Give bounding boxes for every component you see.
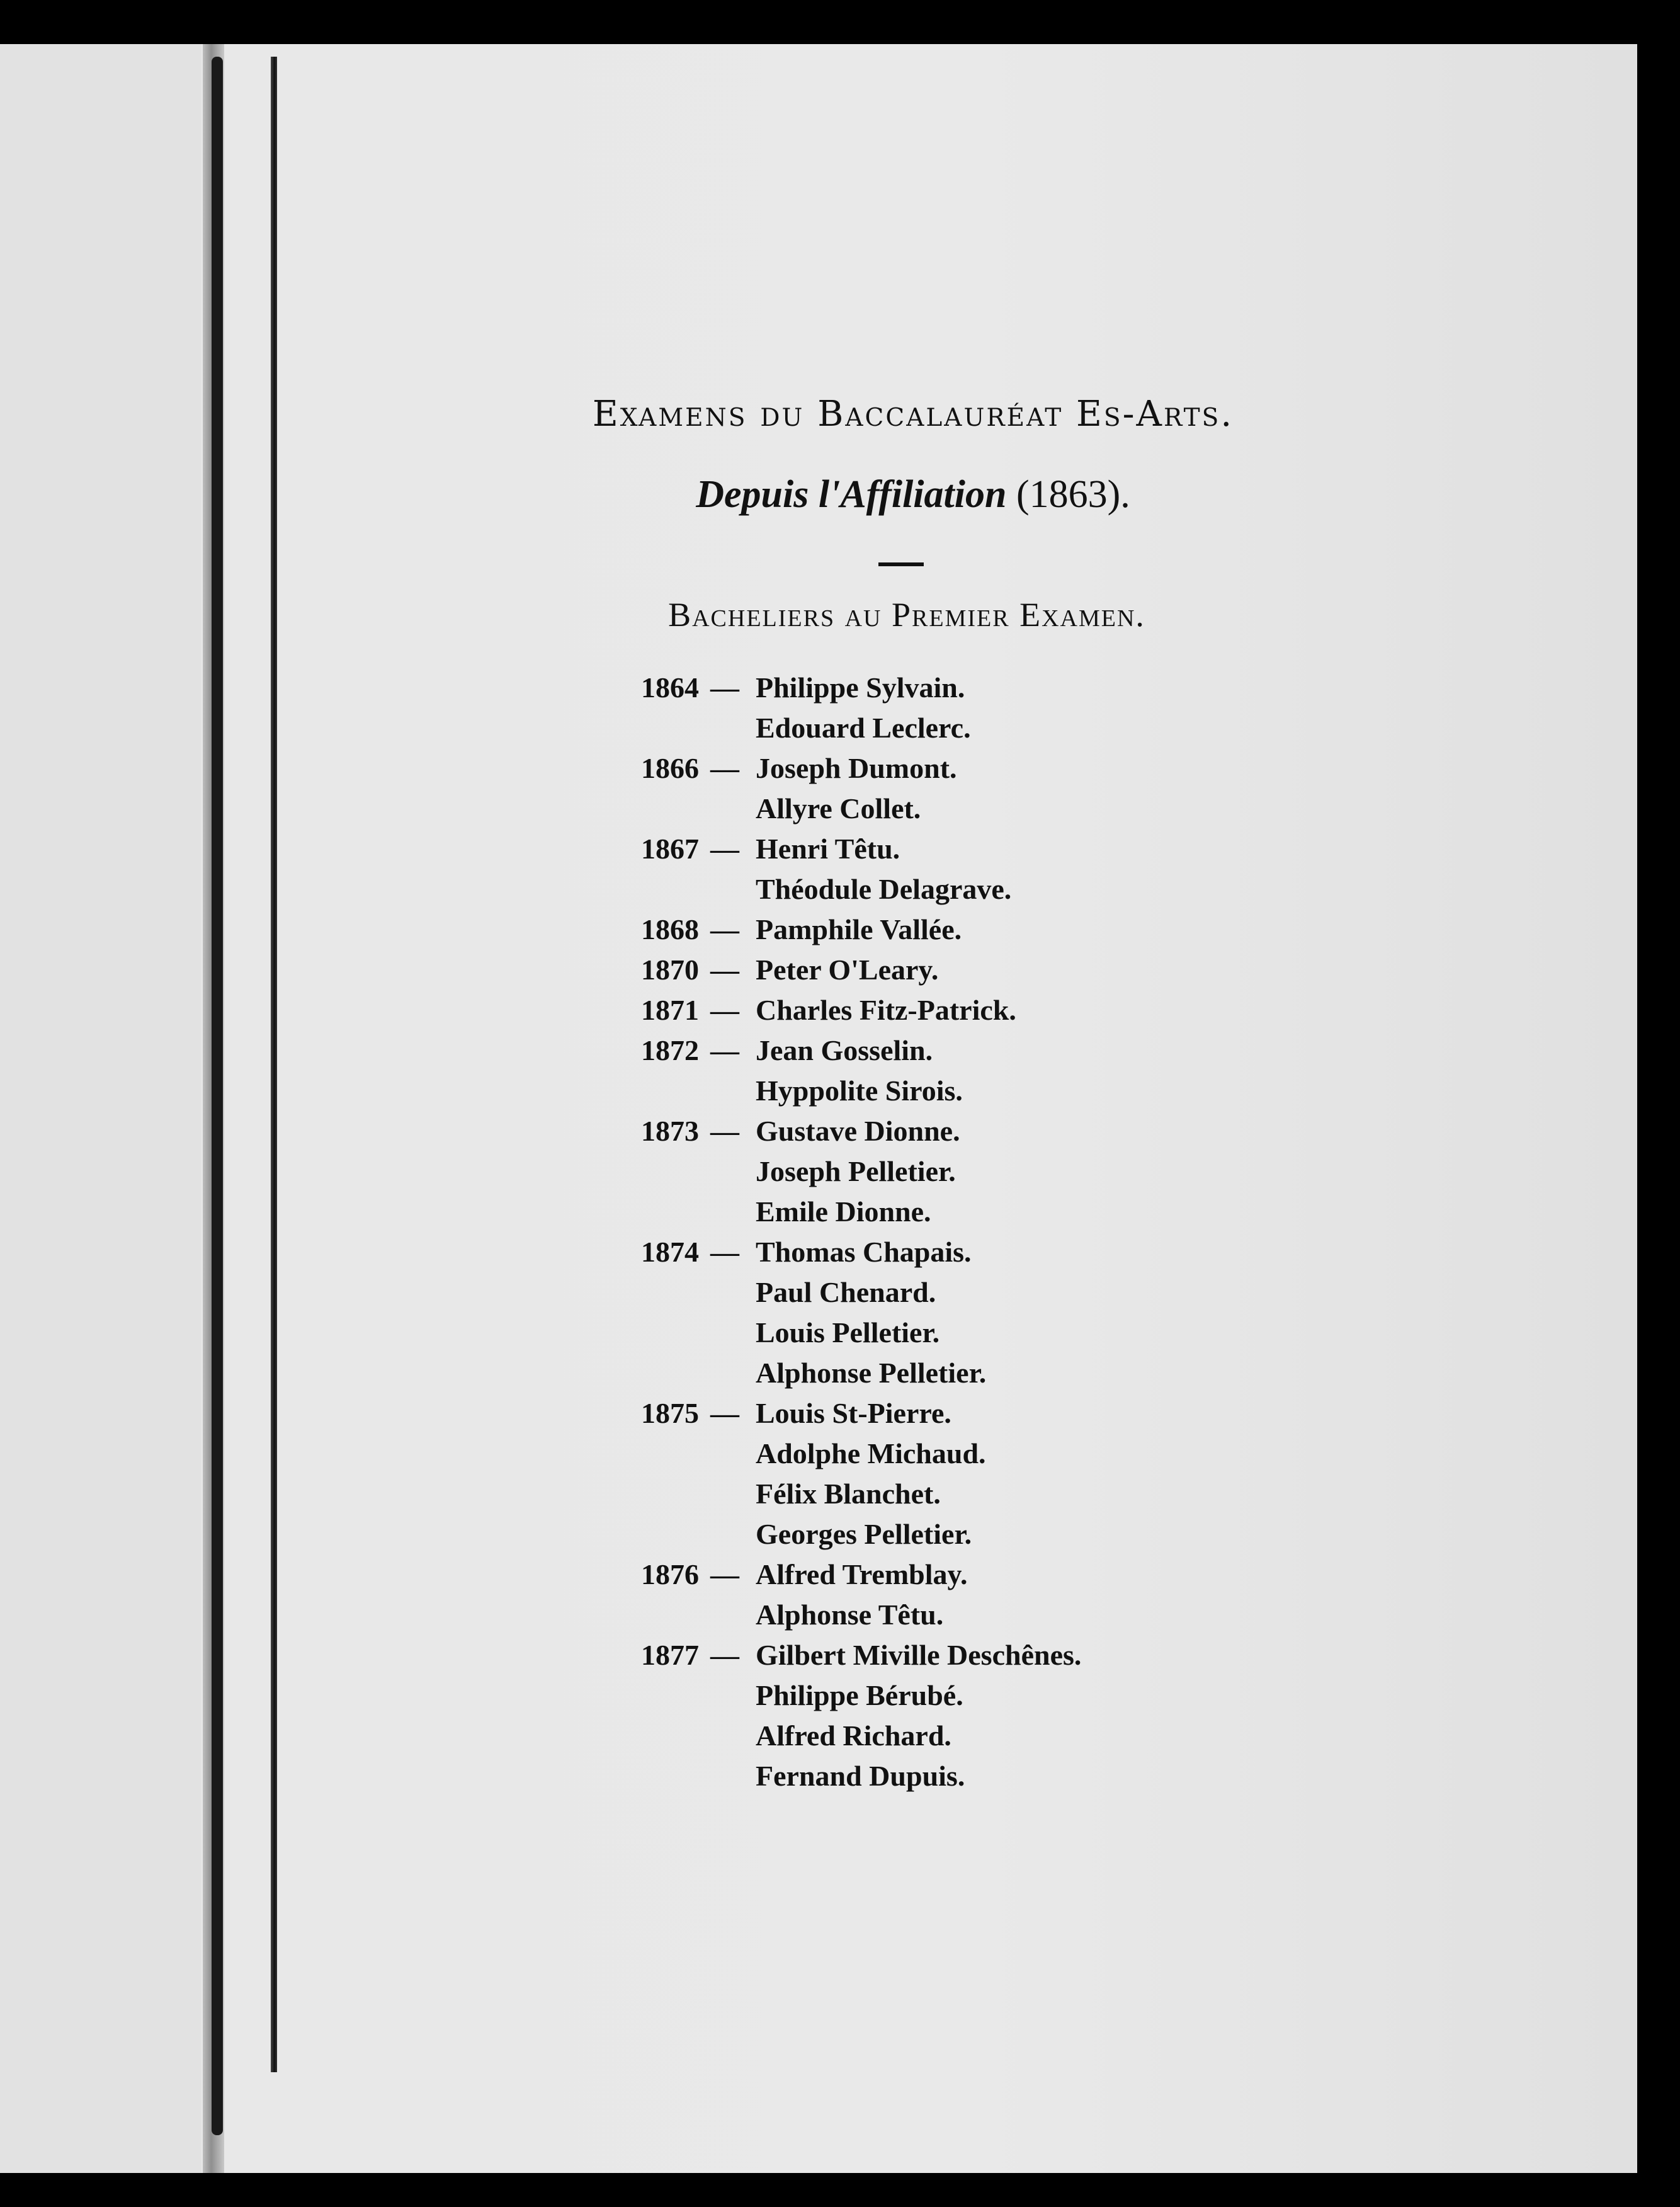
entry-name: Théodule Delagrave.: [756, 873, 1012, 905]
entry-name: Georges Pelletier.: [756, 1518, 972, 1550]
list-item: [604, 1675, 1423, 1716]
entry-dash: —: [710, 1397, 739, 1429]
list-item: [604, 950, 1423, 990]
list-item: [604, 1514, 1423, 1554]
list-item: [604, 1393, 1423, 1434]
entry-year: 1868: [641, 913, 699, 945]
list-item: [604, 1232, 1423, 1272]
entry-name: Joseph Dumont.: [756, 752, 957, 784]
entry-name: Henri Têtu.: [756, 833, 900, 865]
entry-name: Jean Gosselin.: [756, 1034, 933, 1066]
list-item: [604, 910, 1423, 950]
entry-name: Fernand Dupuis.: [756, 1760, 965, 1792]
entry-dash: —: [710, 913, 739, 945]
entry-name: Alfred Richard.: [756, 1719, 951, 1752]
entry-dash: —: [710, 1558, 739, 1590]
list-item: [604, 1151, 1423, 1192]
entry-name: Hyppolite Sirois.: [756, 1075, 963, 1107]
entry-dash: —: [710, 833, 739, 865]
entry-year: 1875: [641, 1397, 699, 1429]
entry-name: Joseph Pelletier.: [756, 1155, 956, 1187]
subtitle-italic: Depuis l'Affiliation: [696, 473, 1007, 516]
entry-year: 1864: [641, 671, 699, 704]
entry-name: Edouard Leclerc.: [756, 712, 971, 744]
entries-list: [604, 668, 1423, 1796]
entry-name: Emile Dionne.: [756, 1195, 931, 1228]
entry-year: 1873: [641, 1115, 699, 1147]
list-item: [604, 789, 1423, 829]
entry-year: 1870: [641, 954, 699, 986]
entry-dash: —: [710, 752, 739, 784]
list-item: [604, 990, 1423, 1030]
document-subtitle: [630, 472, 1196, 517]
entry-name: Philippe Sylvain.: [756, 671, 965, 704]
list-item: [604, 1192, 1423, 1232]
list-item: [604, 1554, 1423, 1595]
entry-year: 1877: [641, 1639, 699, 1671]
list-item: [604, 829, 1423, 869]
document-title: Examens du Baccalauréat Es-Arts.: [592, 394, 1234, 435]
list-item: [604, 1111, 1423, 1151]
entry-dash: —: [710, 1034, 739, 1066]
list-item: [604, 1434, 1423, 1474]
list-item: [604, 748, 1423, 789]
entry-year: 1874: [641, 1236, 699, 1268]
entry-dash: —: [710, 994, 739, 1026]
list-item: [604, 708, 1423, 748]
list-item: [604, 668, 1423, 708]
entry-year: 1876: [641, 1558, 699, 1590]
entry-name: Thomas Chapais.: [756, 1236, 972, 1268]
list-item: [604, 1595, 1423, 1635]
entry-dash: —: [710, 1236, 739, 1268]
list-item: [604, 1071, 1423, 1111]
entry-name: Charles Fitz-Patrick.: [756, 994, 1016, 1026]
list-item: [604, 1635, 1423, 1675]
subtitle-year: (1863).: [1016, 473, 1130, 516]
list-item: [604, 1272, 1423, 1313]
entry-name: Paul Chenard.: [756, 1276, 936, 1308]
entry-dash: —: [710, 671, 739, 704]
entry-year: 1866: [641, 752, 699, 784]
entry-year: 1871: [641, 994, 699, 1026]
entry-name: Louis Pelletier.: [756, 1316, 940, 1349]
list-item: [604, 869, 1423, 910]
section-heading: Bacheliers au Premier Examen.: [668, 596, 1145, 634]
entry-year: 1872: [641, 1034, 699, 1066]
entry-dash: —: [710, 1115, 739, 1147]
list-item: [604, 1313, 1423, 1353]
entry-name: Philippe Bérubé.: [756, 1679, 963, 1711]
entry-name: Allyre Collet.: [756, 792, 921, 824]
entry-name: Félix Blanchet.: [756, 1478, 941, 1510]
list-item: [604, 1756, 1423, 1796]
separator-rule: [878, 562, 924, 566]
entry-name: Adolphe Michaud.: [756, 1437, 986, 1469]
entry-dash: —: [710, 1639, 739, 1671]
entry-name: Alphonse Pelletier.: [756, 1357, 987, 1389]
list-item: [604, 1716, 1423, 1756]
list-item: [604, 1353, 1423, 1393]
entry-name: Gustave Dionne.: [756, 1115, 960, 1147]
entry-name: Louis St-Pierre.: [756, 1397, 951, 1429]
entry-dash: —: [710, 954, 739, 986]
entry-name: Gilbert Miville Deschênes.: [756, 1639, 1082, 1671]
list-item: [604, 1474, 1423, 1514]
entry-name: Alfred Tremblay.: [756, 1558, 968, 1590]
entry-name: Pamphile Vallée.: [756, 913, 962, 945]
entry-name: Alphonse Têtu.: [756, 1599, 944, 1631]
entry-year: 1867: [641, 833, 699, 865]
entry-name: Peter O'Leary.: [756, 954, 939, 986]
list-item: [604, 1030, 1423, 1071]
